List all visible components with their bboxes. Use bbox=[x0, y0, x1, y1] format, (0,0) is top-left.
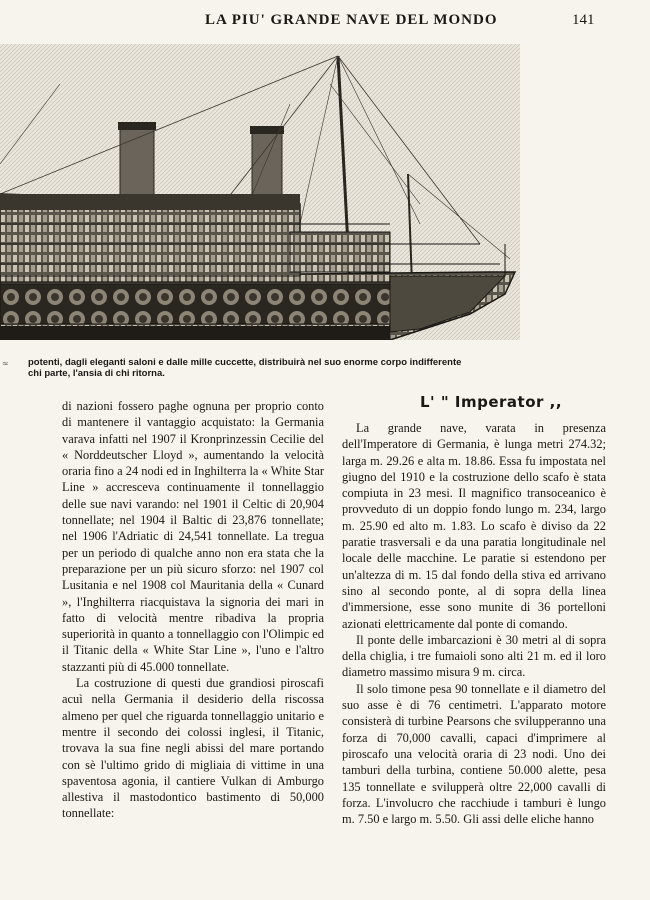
right-column bbox=[342, 420, 606, 827]
paragraph: Il ponte delle imbarcazioni è 30 metri al di sopra della chiglia, i tre fumaioli sono alti 21 m. ed il loro diametro massimo misura 9 m. circa. bbox=[342, 632, 606, 680]
page-header bbox=[0, 8, 650, 36]
ship-cross-section-svg bbox=[0, 44, 520, 340]
left-column bbox=[62, 398, 324, 822]
margin-mark: ≈ bbox=[2, 359, 9, 368]
figure-caption: potenti, dagli eleganti saloni e dalle mille cuccette, distribuirà nel suo enorme corpo indifferente chi parte, l'ansia di chi ritorna. bbox=[28, 357, 462, 379]
page-number: 141 bbox=[572, 12, 595, 28]
running-title: LA PIU' GRANDE NAVE DEL MONDO bbox=[205, 12, 498, 28]
section-title: L' " Imperator ,, bbox=[420, 393, 563, 411]
paragraph: Il solo timone pesa 90 tonnellate e il diametro del suo asse è di 76 centimetri. L'apparato motore consisterà di turbine Pearsons che svilupperanno una forza di 70,000 cavalli, capaci d'imprimere al piroscafo una velocità oraria di 23 nodi. Uno dei tamburi della turbina, contiene 50.000 alette, pesa 135 tonnellate e svilupperà oltre 22,000 cavalli di forza. L'involucro che racchiude i tamburi è lungo m. 7.50 e largo m. 5.50. Gli assi delle eliche hanno bbox=[342, 681, 606, 827]
ship-cross-section-illustration bbox=[0, 44, 520, 340]
paragraph: La costruzione di questi due grandiosi piroscafi acuì nella Germania il desiderio della riscossa almeno per quel che riguarda tonnellaggio unitario e mentre il secondo dei colossi inglesi, il Titanic, trovava la sua fine negli abissi del mare portando con sè l'ultimo grido di migliaia di vittime in una spaventosa agonia, il cantiere Vulkan di Amburgo allestiva il mastodontico bastimento di 50,000 tonnellate: bbox=[62, 676, 324, 821]
paragraph: di nazioni fossero paghe ognuna per proprio conto di mantenere il vantaggio acquistato: la Germania varava infatti nel 1907 il Kronprinzessin Cecilie del « Norddeutscher Lloyd », aumentando la velocità oraria fino a 24 nodi ed in Inghilterra la « White Star Line » accresceva continuamente il tonnellaggio delle sue navi varando: nel 1901 il Celtic di 20,904 tonnellate; nel 1904 il Baltic di 23,876 tonnellate; nel 1906 l'Adriatic di 24,541 tonnellate. La tregua per un periodo di qualche anno non era stata che la preparazione per un più sicuro sforzo: nel 1907 col Lusitania e nel 1908 col Mauritania della « Cunard », l'Inghilterra riacquistava la signoria dei mari in fatto di velocità mentre ribadiva la propria superiorità in quanto a tonnellaggio con l'Olimpic ed il Titanic della « White Star Line », l'uno e l'altro stazzanti più di 45.000 tonnellate. bbox=[62, 399, 324, 674]
paragraph: La grande nave, varata in presenza dell'Imperatore di Germania, è lunga metri 274.32; larga m. 29.26 e alta m. 18.86. Essa fu impostata nel giugno del 1910 e la costruzione dello scafo è stata compiuta in 23 mesi. Il magnifico transoceanico è provveduto di un doppio fondo lungo m. 234, largo m. 25.90 ed alto m. 1.83. Lo scafo è diviso da 22 paratie trasversali e da una paratia longitudinale nel locale delle macchine. Le paratie si estendono per un'altezza di m. 15 dal fondo della stiva ed arrivano sino al secondo ponte, al di sopra della linea d'immersione, esse sono munite di 36 portelloni azionati elettricamente dal ponte di comando. bbox=[342, 421, 606, 631]
